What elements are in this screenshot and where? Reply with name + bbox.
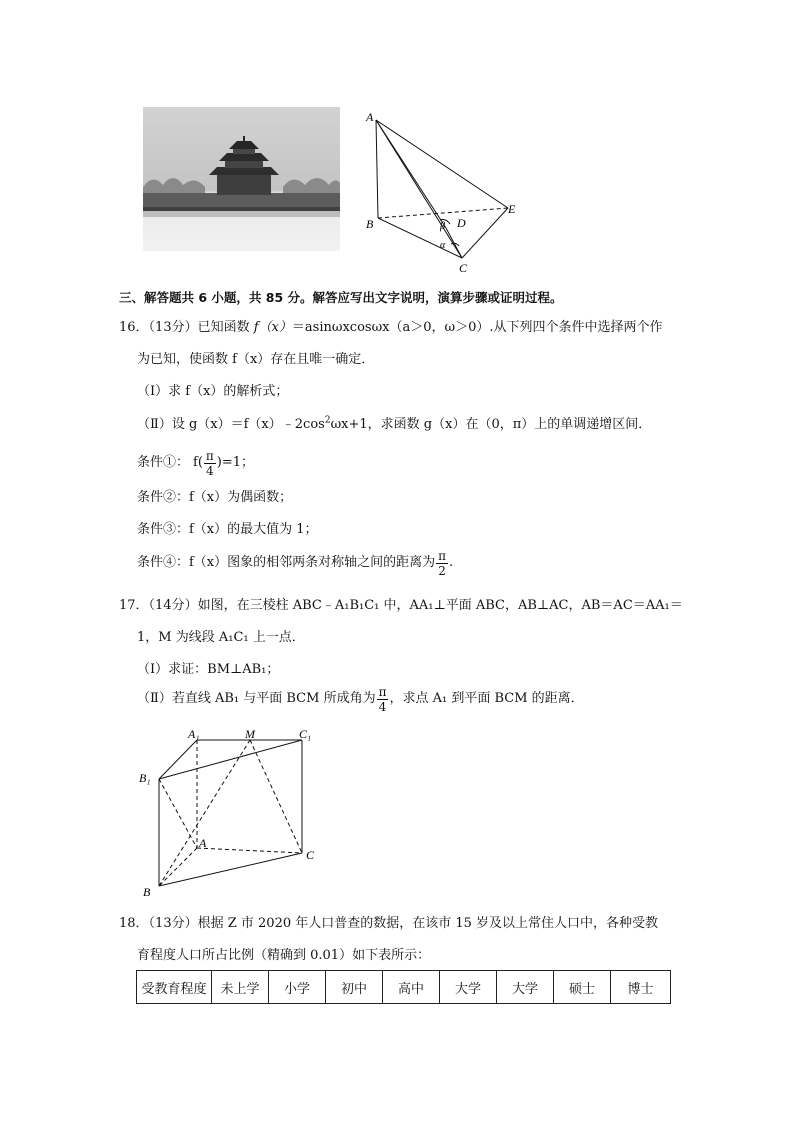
- prism-figure: [130, 726, 330, 904]
- label-A: A: [366, 110, 374, 124]
- label-B: B: [143, 885, 151, 899]
- q16-line1: [119, 319, 663, 337]
- cond1-fraction: [204, 449, 216, 478]
- q16-part1: （Ⅰ）求 f（x）的解析式；: [137, 384, 289, 399]
- q18-number: 18．: [119, 916, 149, 931]
- label-C: C: [306, 848, 315, 862]
- table-header-cell: 初中: [326, 971, 383, 1004]
- label-B1: B₁: [139, 771, 151, 785]
- table-header-cell: 博士: [611, 971, 671, 1004]
- cond4-text: 条件④：f（x）图象的相邻两条对称轴之间的距离为: [137, 555, 436, 570]
- tetrahedron-figure: [360, 108, 530, 278]
- q16-condition3: 条件③：f（x）的最大值为 1；: [137, 522, 318, 537]
- cond4-num: π: [438, 548, 447, 563]
- q18-line2: 育程度人口所占比例（精确到 0.01）如下表所示：: [137, 948, 431, 963]
- q16-condition4: [137, 546, 453, 580]
- cond4-den: 2: [438, 563, 446, 578]
- q17-den: 4: [378, 699, 387, 714]
- label-beta: β: [440, 221, 445, 232]
- label-D: D: [457, 216, 466, 230]
- cond1-label: 条件①：: [137, 455, 190, 470]
- q16-part2: [137, 416, 651, 434]
- q16-condition1: [137, 446, 254, 480]
- q17-number: 17．: [119, 598, 149, 613]
- q16-stem-a: 已知函数: [197, 320, 250, 335]
- cond1-num: π: [205, 448, 214, 463]
- q17-part2: [137, 682, 584, 716]
- label-C: C: [459, 261, 468, 275]
- corner-tower-photo: [143, 107, 340, 251]
- q17-part1: （Ⅰ）求证：BM⊥AB₁；: [137, 662, 280, 677]
- q17-line1: [119, 597, 683, 615]
- label-A1: A₁: [188, 727, 200, 741]
- q17-fraction: [377, 685, 389, 714]
- q17-score: （14分）: [148, 598, 198, 613]
- q17-num: π: [378, 684, 387, 699]
- cond4-fraction: [436, 549, 448, 578]
- label-E: E: [508, 202, 516, 216]
- table-header-cell: 大学: [497, 971, 554, 1004]
- section3-heading: 三、解答题共 6 小题，共 85 分。解答应写出文字说明，演算步骤或证明过程。: [119, 290, 563, 305]
- q16-condition2: 条件②：f（x）为偶函数；: [137, 490, 293, 505]
- q16-score: （13分）: [148, 320, 198, 335]
- label-M: M: [245, 727, 255, 741]
- q16-fx: f（x）: [253, 320, 292, 335]
- q18-line1-text: 根据 Z 市 2020 年人口普查的数据，在该市 15 岁及以上常住人口中，各种受教: [197, 916, 659, 931]
- q17-part2-b: ，求点 A₁ 到平面 BCM 的距离．: [389, 691, 584, 706]
- q18-line1: [119, 915, 658, 933]
- label-alpha: α: [440, 240, 446, 251]
- q16-line2: 为已知，使函数 f（x）存在且唯一确定．: [137, 352, 375, 367]
- table-header-cell: 未上学: [212, 971, 269, 1004]
- label-C1: C₁: [299, 727, 312, 741]
- cond4-end: .: [449, 555, 454, 570]
- tower-silhouette: [143, 107, 340, 251]
- table-header-cell: 小学: [269, 971, 326, 1004]
- q16-stem-b: 从下列四个条件中选择两个作: [493, 320, 663, 335]
- education-table: [136, 970, 671, 1004]
- q16-part2-a: （Ⅱ）设 g（x）＝f（x）﹣2cos: [137, 417, 325, 432]
- table-header-cell: 大学: [440, 971, 497, 1004]
- label-B: B: [366, 217, 374, 231]
- q16-part2-b: ωx+1，求函数 g（x）在（0，π）上的单调递增区间．: [330, 417, 652, 432]
- table-header-cell: 受教育程度: [137, 971, 212, 1004]
- q16-number: 16．: [119, 320, 149, 335]
- q17-line1-text: 如图，在三棱柱 ABC﹣A₁B₁C₁ 中，AA₁⊥平面 ABC，AB⊥AC，AB＝AC＝AA₁＝: [197, 598, 683, 613]
- q17-part2-a: （Ⅱ）若直线 AB₁ 与平面 BCM 所成角为: [137, 691, 376, 706]
- cond1-rest: )=1；: [216, 455, 255, 470]
- q16-part2-sup: 2: [324, 415, 331, 426]
- label-A: A: [199, 836, 207, 850]
- q16-eq: ＝asinωxcosωx（a＞0，ω＞0）.: [291, 320, 494, 335]
- table-header-cell: 硕士: [554, 971, 611, 1004]
- cond1-den: 4: [206, 463, 214, 478]
- cond1-f: f(: [193, 455, 203, 470]
- table-header-cell: 高中: [383, 971, 440, 1004]
- q17-line2: 1，M 为线段 A₁C₁ 上一点．: [137, 630, 305, 645]
- q18-score: （13分）: [148, 916, 198, 931]
- table-row: [137, 971, 671, 1004]
